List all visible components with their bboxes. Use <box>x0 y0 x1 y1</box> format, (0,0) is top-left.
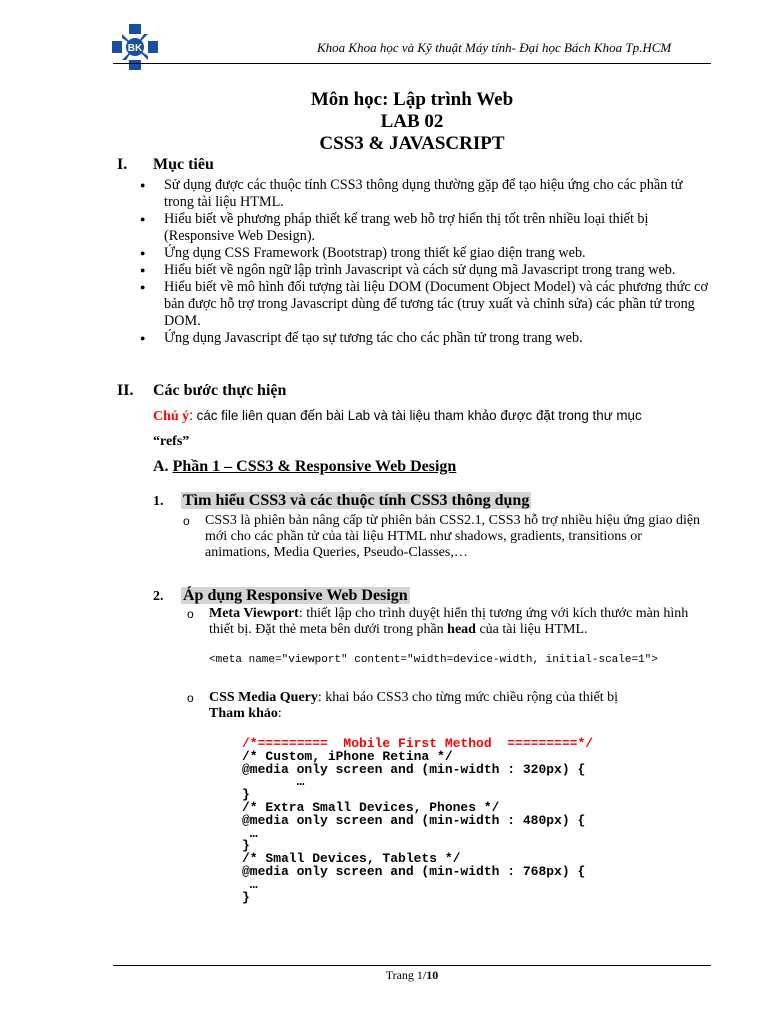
code-line: … <box>242 876 258 892</box>
meta-viewport-code: <meta name="viewport" content="width=device-width, initial-scale=1"> <box>209 654 658 666</box>
code-line: /* Custom, iPhone Retina */ <box>242 748 453 764</box>
circle-bullet-icon: o <box>187 691 194 705</box>
subsection-title: Tìm hiểu CSS3 và các thuộc tính CSS3 thông dụng <box>183 492 530 509</box>
part-a-heading <box>153 458 456 476</box>
section-title: Mục tiêu <box>153 156 214 173</box>
code-line: … <box>242 825 258 841</box>
list-item: ● Hiểu biết về phương pháp thiết kế trang web hỗ trợ hiển thị tốt trên nhiều loại thiết bị (Responsive Web Design). <box>140 211 710 245</box>
note-label: Chú ý <box>153 409 190 424</box>
list-item: ● Hiểu biết về mô hình đối tượng tài liệu DOM (Document Object Model) và các phương thức cơ bản được hỗ trợ trong Javascript dùng để tương tác (truy xuất và chỉnh sửa) các phần tử trong DOM. <box>140 279 710 330</box>
circle-bullet-icon: o <box>183 514 190 528</box>
meta-viewport-label: Meta Viewport <box>209 606 299 621</box>
code-line: @media only screen and (min-width : 320px) { <box>242 761 586 777</box>
logo-text: BK <box>127 43 143 54</box>
subsection-title: Áp dụng Responsive Web Design <box>183 587 408 604</box>
bullet-text: CSS3 là phiên bản nâng cấp từ phiên bản CSS2.1, CSS3 hỗ trợ nhiều hiệu ứng giao diện mới cho các phần tử của tài liệu HTML như shadows, gradients, transitions or animations, Media Queries, Pseudo-Classes,… <box>205 513 701 560</box>
media-query-text: : khai báo CSS3 cho từng mức chiều rộng của thiết bị <box>317 690 619 705</box>
circle-bullet-icon: o <box>187 607 194 621</box>
code-line: } <box>242 838 250 854</box>
list-item: ● Ứng dụng Javascript để tạo sự tương tác cho các phần tử trong trang web. <box>140 330 710 347</box>
subsection-1-heading <box>153 492 531 510</box>
code-line: /* Small Devices, Tablets */ <box>242 851 461 867</box>
lab-topic: CSS3 & JAVASCRIPT <box>319 133 505 154</box>
subsection-2-heading <box>153 587 410 605</box>
refs-folder: “refs” <box>153 434 190 449</box>
subsection-number: 1. <box>153 494 164 509</box>
code-line: … <box>242 774 305 790</box>
section-title: Các bước thực hiện <box>153 382 287 399</box>
media-query-label: CSS Media Query <box>209 690 318 705</box>
subsection-number: 2. <box>153 589 164 604</box>
page-number <box>0 968 768 983</box>
code-line: } <box>242 787 250 803</box>
note-text: : các file liên quan đến bài Lab và tài liệu tham khảo được đặt trong thư mục <box>189 408 642 423</box>
media-query-code-block <box>242 738 593 904</box>
code-line: /*========= Mobile First Method =========*/ <box>242 736 594 751</box>
code-line: } <box>242 889 250 905</box>
list-item: ● Hiểu biết về ngôn ngữ lập trình Javascript và cách sử dụng mã Javascript trong trang web. <box>140 262 710 279</box>
footer-divider <box>113 965 711 966</box>
objectives-list <box>140 177 710 347</box>
list-item: ● Sử dụng được các thuộc tính CSS3 thông dụng thường gặp để tạo hiệu ứng cho các phần tử trong tài liệu HTML. <box>140 177 710 211</box>
code-line: @media only screen and (min-width : 480px) { <box>242 812 586 828</box>
reference-label: Tham khảo <box>209 706 278 721</box>
page-total: 10 <box>426 968 439 982</box>
code-line: /* Extra Small Devices, Phones */ <box>242 799 500 815</box>
lab-number: LAB 02 <box>380 111 444 132</box>
code-line: @media only screen and (min-width : 768px) { <box>242 863 586 879</box>
header-divider <box>113 63 711 64</box>
page-label: Trang 1/ <box>385 968 427 982</box>
reference-colon: : <box>277 706 282 721</box>
part-title: Phần 1 – CSS3 & Responsive Web Design <box>172 458 457 475</box>
section-number: II. <box>117 382 134 399</box>
meta-viewport-text-end: của tài liệu HTML. <box>475 622 588 637</box>
section-number: I. <box>117 156 128 173</box>
head-keyword: head <box>447 622 476 637</box>
list-item: ● Ứng dụng CSS Framework (Bootstrap) trong thiết kế giao diện trang web. <box>140 245 710 262</box>
header-institution: Khoa Khoa học và Kỹ thuật Máy tính- Đại học Bách Khoa Tp.HCM <box>317 40 672 55</box>
meta-viewport-text: : thiết lập cho trình duyệt hiển thị tương ứng với kích thước màn hình thiết bị. Đặt thẻ meta bên dưới trong phần <box>209 606 689 637</box>
course-title: Môn học: Lập trình Web <box>310 89 514 110</box>
part-prefix: A. <box>153 458 169 475</box>
note-paragraph <box>153 407 713 425</box>
